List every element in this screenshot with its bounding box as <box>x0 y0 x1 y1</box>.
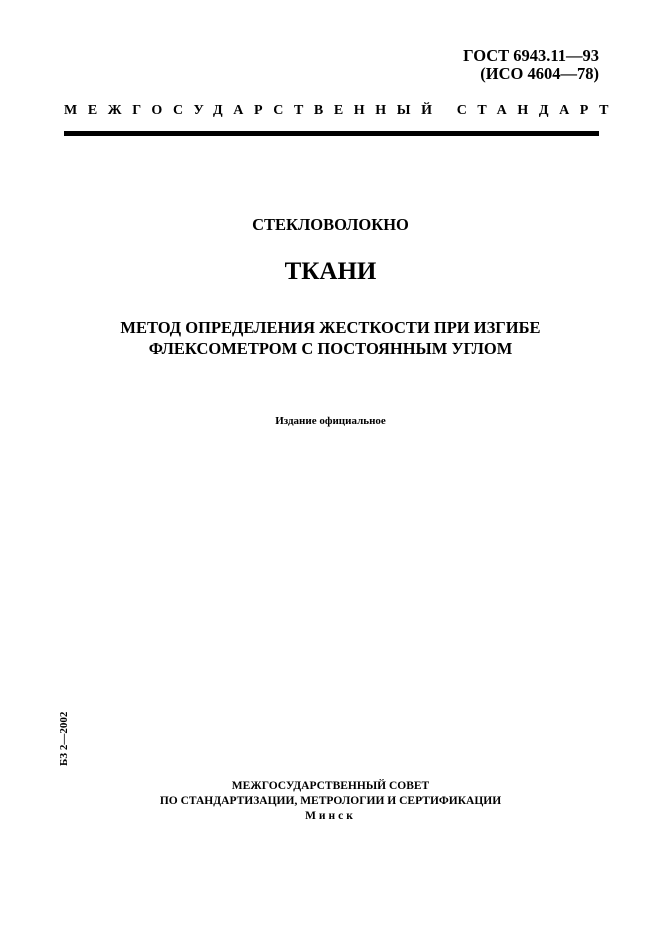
page-title: ТКАНИ <box>284 258 377 285</box>
header-divider <box>64 131 599 136</box>
publisher-city: Минск <box>305 810 356 822</box>
subtitle-line-2: ФЛЕКСОМЕТРОМ С ПОСТОЯННЫМ УГЛОМ <box>148 339 513 358</box>
publisher-block <box>0 779 661 824</box>
standard-type-heading: МЕЖГОСУДАРСТВЕННЫЙ СТАНДАРТ <box>64 103 620 118</box>
iso-number: (ИСО 4604—78) <box>480 64 599 83</box>
title-subtitle <box>0 317 661 359</box>
side-catalog-code: БЗ 2—2002 <box>58 711 70 766</box>
publisher-line-2: ПО СТАНДАРТИЗАЦИИ, МЕТРОЛОГИИ И СЕРТИФИКАЦИИ <box>159 795 502 807</box>
edition-note: Издание официальное <box>275 415 386 427</box>
publisher-line-1: МЕЖГОСУДАРСТВЕННЫЙ СОВЕТ <box>231 780 430 792</box>
subtitle-line-1: МЕТОД ОПРЕДЕЛЕНИЯ ЖЕСТКОСТИ ПРИ ИЗГИБЕ <box>120 318 541 337</box>
title-group: СТЕКЛОВОЛОКНО <box>252 215 409 234</box>
gost-number: ГОСТ 6943.11—93 <box>463 46 599 65</box>
standard-designation <box>463 47 599 83</box>
